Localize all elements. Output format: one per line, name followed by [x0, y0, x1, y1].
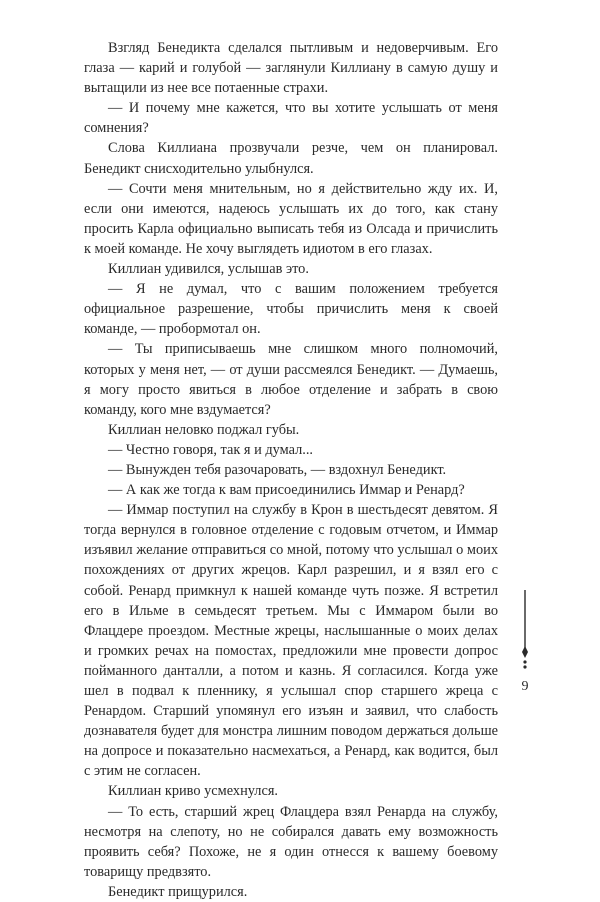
paragraph: Взгляд Бенедикта сделался пытливым и недоверчивым. Его глаза — карий и голубой — заглянули Киллиану в самую душу и вытащили из нее все потаенные страхи.	[84, 40, 498, 97]
paragraph: — Честно говоря, так я и думал...	[108, 441, 314, 458]
page-body	[84, 38, 498, 902]
paragraph: — Ты приписываешь мне слишком много полномочий, которых у меня нет, — от души рассмеялся Бенедикт. — Думаешь, я могу просто явиться в любое отделение и забрать в свою команду, кого мне вздумается?	[84, 341, 498, 418]
paragraph: — И почему мне кажется, что вы хотите услышать от меня сомнения?	[84, 100, 498, 137]
paragraph: — Вынужден тебя разочаровать, — вздохнул Бенедикт.	[108, 461, 447, 478]
paragraph: — Я не думал, что с вашим положением требуется официальное разрешение, чтобы причислить меня к своей команде, — пробормотал он.	[84, 281, 498, 338]
paragraph: Бенедикт прищурился.	[108, 883, 248, 900]
paragraph: — То есть, старший жрец Флацдера взял Ренарда на службу, несмотря на слепоту, но не собирался давать ему возможность проявить себя? Похоже, не я один отнесся к вашему боевому товарищу предвзято.	[84, 803, 498, 880]
paragraph: — Сочти меня мнительным, но я действительно жду их. И, если они имеются, надеюсь услышать их до того, как стану просить Карла официально выписать тебя из Олсада и причислить к моей команде. Не хочу выглядеть идиотом в его глазах.	[84, 180, 498, 257]
paragraph: — А как же тогда к вам присоединились Иммар и Ренард?	[108, 482, 465, 499]
paragraph: Киллиан неловко поджал губы.	[108, 421, 300, 438]
vertical-flourish-icon	[518, 590, 532, 670]
paragraph: Киллиан удивился, услышав это.	[108, 261, 309, 278]
paragraph: Слова Киллиана прозвучали резче, чем он планировал. Бенедикт снисходительно улыбнулся.	[84, 140, 498, 177]
page-number: 9	[521, 679, 529, 694]
paragraph: — Иммар поступил на службу в Крон в шестьдесят девятом. Я тогда вернулся в головное отделение с годовым отчетом, и Иммар изъявил желание отправиться со мной, потому что услышал о моих похождениях от других жрецов. Карл разрешил, и я взял его с собой. Ренард примкнул к нашей команде чуть позже. Я встретил его в Ильме в семьдесят третьем. Мы с Иммаром были во Флацдере проездом. Местные жрецы, наслышанные о моих делах и громких речах на помостах, предложили мне провести допрос пойманного данталли, а потом и казнь. Я согласился. Когда уже шел в подвал к пленнику, я услышал спор старшего жреца с Ренардом. Старший упомянул его изъян и заявил, что слабость дознавателя будет для монстра лишним поводом держаться дольше на допросе и показательно насмехаться, а Ренард, как водится, был с этим не согласен.	[84, 502, 498, 780]
paragraph: Киллиан криво усмехнулся.	[108, 783, 279, 800]
